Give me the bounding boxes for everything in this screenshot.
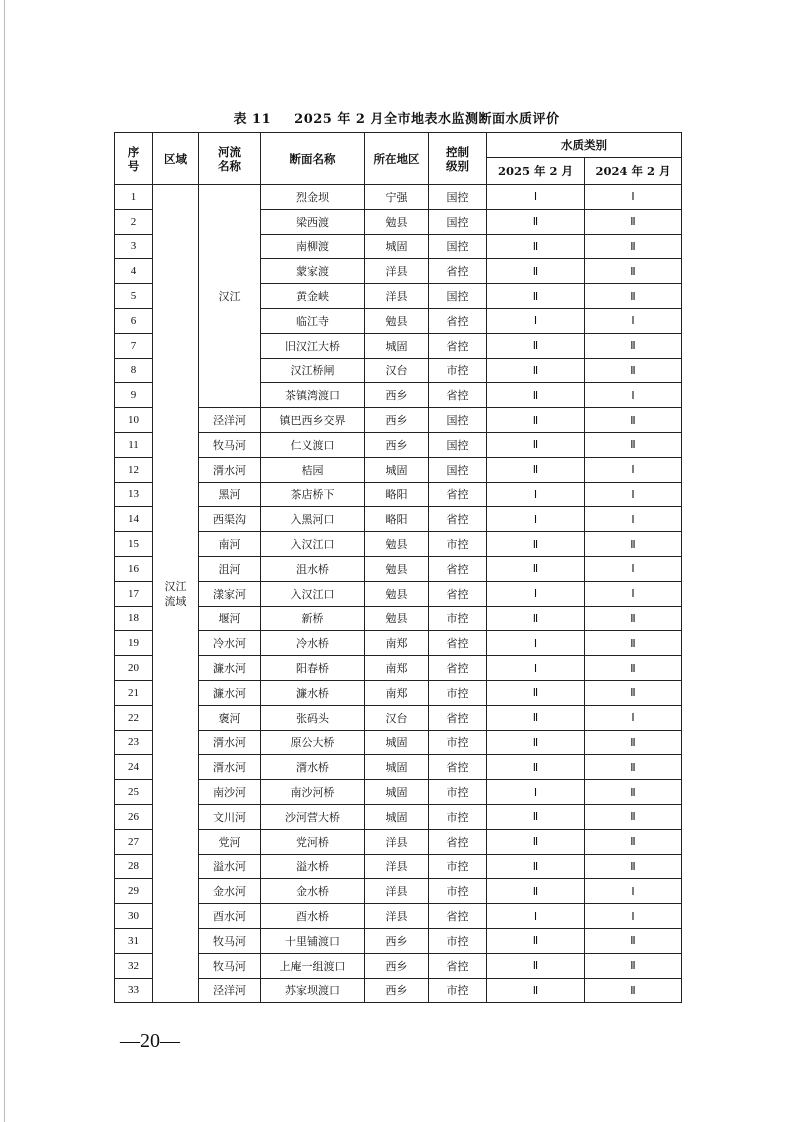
row-number: 8 xyxy=(115,358,153,383)
location: 西乡 xyxy=(365,432,429,457)
quality-2024: Ⅱ xyxy=(585,953,682,978)
location: 南郑 xyxy=(365,680,429,705)
quality-2024: Ⅱ xyxy=(585,358,682,383)
table-row xyxy=(115,532,682,557)
river-name: 湑水河 xyxy=(199,730,261,755)
row-number: 25 xyxy=(115,780,153,805)
row-number: 21 xyxy=(115,680,153,705)
control-level: 省控 xyxy=(429,631,487,656)
section-name: 黄金峡 xyxy=(261,284,365,309)
quality-2025: Ⅰ xyxy=(487,308,585,333)
table-row xyxy=(115,556,682,581)
location: 西乡 xyxy=(365,383,429,408)
table-row xyxy=(115,432,682,457)
row-number: 3 xyxy=(115,234,153,259)
quality-2024: Ⅱ xyxy=(585,333,682,358)
quality-2024: Ⅱ xyxy=(585,928,682,953)
control-level: 国控 xyxy=(429,234,487,259)
section-name: 镇巴西乡交界 xyxy=(261,408,365,433)
row-number: 22 xyxy=(115,705,153,730)
location: 西乡 xyxy=(365,978,429,1003)
table-row xyxy=(115,705,682,730)
river-name: 牧马河 xyxy=(199,928,261,953)
river-name: 濂水河 xyxy=(199,680,261,705)
header-river: 河流 名称 xyxy=(199,133,261,185)
location: 汉台 xyxy=(365,358,429,383)
control-level: 省控 xyxy=(429,556,487,581)
section-name: 张码头 xyxy=(261,705,365,730)
section-name: 茶镇湾渡口 xyxy=(261,383,365,408)
location: 略阳 xyxy=(365,482,429,507)
table-row xyxy=(115,507,682,532)
section-name: 蒙家渡 xyxy=(261,259,365,284)
quality-2025: Ⅱ xyxy=(487,730,585,755)
river-name: 漾家河 xyxy=(199,581,261,606)
row-number: 1 xyxy=(115,185,153,210)
section-name: 苏家坝渡口 xyxy=(261,978,365,1003)
row-number: 32 xyxy=(115,953,153,978)
section-name: 入黑河口 xyxy=(261,507,365,532)
table-row xyxy=(115,854,682,879)
row-number: 24 xyxy=(115,755,153,780)
header-region: 区域 xyxy=(153,133,199,185)
river-name: 褒河 xyxy=(199,705,261,730)
section-name: 汉江桥闸 xyxy=(261,358,365,383)
control-level: 省控 xyxy=(429,705,487,730)
quality-2025: Ⅱ xyxy=(487,854,585,879)
control-level: 市控 xyxy=(429,730,487,755)
quality-2024: Ⅰ xyxy=(585,581,682,606)
quality-2024: Ⅱ xyxy=(585,606,682,631)
river-name: 溢水河 xyxy=(199,854,261,879)
table-row xyxy=(115,928,682,953)
control-level: 省控 xyxy=(429,656,487,681)
table-body xyxy=(115,185,682,1003)
header-location: 所在地区 xyxy=(365,133,429,185)
quality-2024: Ⅱ xyxy=(585,532,682,557)
control-level: 市控 xyxy=(429,358,487,383)
quality-2025: Ⅰ xyxy=(487,185,585,210)
quality-2024: Ⅰ xyxy=(585,383,682,408)
river-name: 酉水河 xyxy=(199,904,261,929)
location: 城固 xyxy=(365,457,429,482)
quality-2024: Ⅰ xyxy=(585,879,682,904)
quality-2024: Ⅰ xyxy=(585,482,682,507)
row-number: 12 xyxy=(115,457,153,482)
location: 城固 xyxy=(365,234,429,259)
section-name: 入汉江口 xyxy=(261,532,365,557)
quality-2025: Ⅰ xyxy=(487,507,585,532)
table-row xyxy=(115,457,682,482)
river-name: 西渠沟 xyxy=(199,507,261,532)
river-name: 湑水河 xyxy=(199,755,261,780)
quality-2024: Ⅱ xyxy=(585,780,682,805)
section-name: 南柳渡 xyxy=(261,234,365,259)
control-level: 省控 xyxy=(429,507,487,532)
row-number: 6 xyxy=(115,308,153,333)
river-name: 南河 xyxy=(199,532,261,557)
header-quality: 水质类别 xyxy=(487,133,682,158)
header-year-2024: 2024 年 2 月 xyxy=(585,158,682,185)
quality-2024: Ⅱ xyxy=(585,730,682,755)
quality-2024: Ⅰ xyxy=(585,308,682,333)
quality-2025: Ⅱ xyxy=(487,928,585,953)
section-name: 阳春桥 xyxy=(261,656,365,681)
control-level: 省控 xyxy=(429,829,487,854)
quality-2025: Ⅰ xyxy=(487,656,585,681)
location: 勉县 xyxy=(365,556,429,581)
quality-2024: Ⅱ xyxy=(585,978,682,1003)
control-level: 市控 xyxy=(429,804,487,829)
river-name: 牧马河 xyxy=(199,432,261,457)
location: 汉台 xyxy=(365,705,429,730)
row-number: 13 xyxy=(115,482,153,507)
quality-2024: Ⅱ xyxy=(585,209,682,234)
quality-2024: Ⅱ xyxy=(585,680,682,705)
river-name: 文川河 xyxy=(199,804,261,829)
control-level: 国控 xyxy=(429,209,487,234)
location: 城固 xyxy=(365,804,429,829)
row-number: 5 xyxy=(115,284,153,309)
control-level: 市控 xyxy=(429,680,487,705)
location: 西乡 xyxy=(365,928,429,953)
row-number: 2 xyxy=(115,209,153,234)
control-level: 市控 xyxy=(429,928,487,953)
river-name: 冷水河 xyxy=(199,631,261,656)
quality-2025: Ⅱ xyxy=(487,879,585,904)
control-level: 省控 xyxy=(429,308,487,333)
control-level: 市控 xyxy=(429,780,487,805)
quality-2025: Ⅱ xyxy=(487,606,585,631)
quality-2025: Ⅱ xyxy=(487,408,585,433)
river-name: 牧马河 xyxy=(199,953,261,978)
row-number: 10 xyxy=(115,408,153,433)
quality-2024: Ⅱ xyxy=(585,755,682,780)
quality-2024: Ⅱ xyxy=(585,854,682,879)
quality-2024: Ⅰ xyxy=(585,457,682,482)
row-number: 14 xyxy=(115,507,153,532)
section-name: 茶店桥下 xyxy=(261,482,365,507)
table-row xyxy=(115,631,682,656)
table-row xyxy=(115,680,682,705)
quality-2025: Ⅰ xyxy=(487,904,585,929)
page-number: —20— xyxy=(120,1030,180,1052)
control-level: 省控 xyxy=(429,581,487,606)
location: 略阳 xyxy=(365,507,429,532)
section-name: 溢水桥 xyxy=(261,854,365,879)
row-number: 9 xyxy=(115,383,153,408)
row-number: 28 xyxy=(115,854,153,879)
location: 南郑 xyxy=(365,656,429,681)
location: 城固 xyxy=(365,730,429,755)
quality-2025: Ⅰ xyxy=(487,482,585,507)
quality-2025: Ⅱ xyxy=(487,829,585,854)
control-level: 省控 xyxy=(429,953,487,978)
control-level: 省控 xyxy=(429,904,487,929)
quality-2025: Ⅱ xyxy=(487,556,585,581)
table-row xyxy=(115,581,682,606)
quality-2025: Ⅰ xyxy=(487,780,585,805)
quality-2025: Ⅱ xyxy=(487,284,585,309)
control-level: 省控 xyxy=(429,383,487,408)
table-row xyxy=(115,829,682,854)
section-name: 濂水桥 xyxy=(261,680,365,705)
quality-2024: Ⅰ xyxy=(585,185,682,210)
table-row xyxy=(115,185,682,210)
control-level: 市控 xyxy=(429,854,487,879)
control-level: 国控 xyxy=(429,432,487,457)
quality-2025: Ⅱ xyxy=(487,532,585,557)
location: 勉县 xyxy=(365,308,429,333)
row-number: 30 xyxy=(115,904,153,929)
table-number: 表 11 xyxy=(233,112,272,127)
control-level: 市控 xyxy=(429,532,487,557)
quality-2024: Ⅰ xyxy=(585,507,682,532)
row-number: 18 xyxy=(115,606,153,631)
section-name: 酉水桥 xyxy=(261,904,365,929)
quality-2024: Ⅱ xyxy=(585,234,682,259)
row-number: 17 xyxy=(115,581,153,606)
location: 城固 xyxy=(365,780,429,805)
location: 勉县 xyxy=(365,581,429,606)
location: 勉县 xyxy=(365,532,429,557)
row-number: 31 xyxy=(115,928,153,953)
section-name: 金水桥 xyxy=(261,879,365,904)
table-row xyxy=(115,730,682,755)
basin-cell: 汉江 流域 xyxy=(153,185,199,1003)
section-name: 仁义渡口 xyxy=(261,432,365,457)
quality-2025: Ⅰ xyxy=(487,631,585,656)
control-level: 市控 xyxy=(429,879,487,904)
river-name-hanjiang: 汉江 xyxy=(199,185,261,408)
control-level: 省控 xyxy=(429,259,487,284)
quality-2025: Ⅱ xyxy=(487,457,585,482)
table-title: 2025 年 2 月全市地表水监测断面水质评价 xyxy=(294,112,560,127)
row-number: 27 xyxy=(115,829,153,854)
location: 城固 xyxy=(365,333,429,358)
control-level: 国控 xyxy=(429,457,487,482)
location: 城固 xyxy=(365,755,429,780)
section-name: 原公大桥 xyxy=(261,730,365,755)
section-name: 上庵一组渡口 xyxy=(261,953,365,978)
row-number: 16 xyxy=(115,556,153,581)
quality-2024: Ⅱ xyxy=(585,631,682,656)
control-level: 国控 xyxy=(429,185,487,210)
quality-2025: Ⅱ xyxy=(487,333,585,358)
river-name: 金水河 xyxy=(199,879,261,904)
table-row xyxy=(115,606,682,631)
location: 西乡 xyxy=(365,953,429,978)
table-row xyxy=(115,978,682,1003)
table-row xyxy=(115,879,682,904)
row-number: 7 xyxy=(115,333,153,358)
table-row xyxy=(115,482,682,507)
control-level: 省控 xyxy=(429,482,487,507)
location: 洋县 xyxy=(365,284,429,309)
quality-2024: Ⅱ xyxy=(585,656,682,681)
quality-2025: Ⅱ xyxy=(487,705,585,730)
quality-2024: Ⅱ xyxy=(585,829,682,854)
table-row xyxy=(115,780,682,805)
river-name: 堰河 xyxy=(199,606,261,631)
table-row xyxy=(115,953,682,978)
header-seq: 序 号 xyxy=(115,133,153,185)
control-level: 国控 xyxy=(429,408,487,433)
table-row xyxy=(115,904,682,929)
section-name: 临江寺 xyxy=(261,308,365,333)
quality-2025: Ⅱ xyxy=(487,358,585,383)
river-name: 泾洋河 xyxy=(199,408,261,433)
row-number: 15 xyxy=(115,532,153,557)
section-name: 湑水桥 xyxy=(261,755,365,780)
quality-2025: Ⅱ xyxy=(487,953,585,978)
section-name: 梁西渡 xyxy=(261,209,365,234)
row-number: 23 xyxy=(115,730,153,755)
river-name: 沮河 xyxy=(199,556,261,581)
quality-2024: Ⅱ xyxy=(585,284,682,309)
river-name: 泾洋河 xyxy=(199,978,261,1003)
location: 洋县 xyxy=(365,829,429,854)
water-quality-table xyxy=(114,132,682,1003)
table-row xyxy=(115,408,682,433)
quality-2024: Ⅰ xyxy=(585,705,682,730)
quality-2025: Ⅱ xyxy=(487,383,585,408)
row-number: 19 xyxy=(115,631,153,656)
quality-2024: Ⅱ xyxy=(585,259,682,284)
quality-2025: Ⅱ xyxy=(487,432,585,457)
quality-2024: Ⅱ xyxy=(585,804,682,829)
river-name: 南沙河 xyxy=(199,780,261,805)
quality-2025: Ⅱ xyxy=(487,209,585,234)
quality-2025: Ⅱ xyxy=(487,259,585,284)
quality-2025: Ⅱ xyxy=(487,755,585,780)
quality-2025: Ⅱ xyxy=(487,234,585,259)
location: 洋县 xyxy=(365,259,429,284)
location: 勉县 xyxy=(365,209,429,234)
quality-2025: Ⅰ xyxy=(487,581,585,606)
control-level: 国控 xyxy=(429,284,487,309)
river-name: 黑河 xyxy=(199,482,261,507)
location: 勉县 xyxy=(365,606,429,631)
quality-2024: Ⅰ xyxy=(585,904,682,929)
control-level: 市控 xyxy=(429,606,487,631)
river-name: 党河 xyxy=(199,829,261,854)
location: 宁强 xyxy=(365,185,429,210)
location: 洋县 xyxy=(365,879,429,904)
location: 西乡 xyxy=(365,408,429,433)
quality-2024: Ⅱ xyxy=(585,408,682,433)
section-name: 十里铺渡口 xyxy=(261,928,365,953)
table-row xyxy=(115,755,682,780)
section-name: 烈金坝 xyxy=(261,185,365,210)
control-level: 市控 xyxy=(429,978,487,1003)
quality-2024: Ⅱ xyxy=(585,432,682,457)
section-name: 南沙河桥 xyxy=(261,780,365,805)
row-number: 33 xyxy=(115,978,153,1003)
table-row xyxy=(115,804,682,829)
location: 洋县 xyxy=(365,904,429,929)
header-section: 断面名称 xyxy=(261,133,365,185)
row-number: 29 xyxy=(115,879,153,904)
row-number: 11 xyxy=(115,432,153,457)
section-name: 冷水桥 xyxy=(261,631,365,656)
river-name: 湑水河 xyxy=(199,457,261,482)
row-number: 4 xyxy=(115,259,153,284)
quality-2025: Ⅱ xyxy=(487,804,585,829)
control-level: 省控 xyxy=(429,755,487,780)
quality-2025: Ⅱ xyxy=(487,680,585,705)
section-name: 沙河营大桥 xyxy=(261,804,365,829)
table-caption xyxy=(0,108,793,127)
page-edge-line xyxy=(4,0,5,1122)
river-name: 濂水河 xyxy=(199,656,261,681)
section-name: 沮水桥 xyxy=(261,556,365,581)
section-name: 新桥 xyxy=(261,606,365,631)
section-name: 入汉江口 xyxy=(261,581,365,606)
row-number: 26 xyxy=(115,804,153,829)
section-name: 旧汉江大桥 xyxy=(261,333,365,358)
row-number: 20 xyxy=(115,656,153,681)
section-name: 桔园 xyxy=(261,457,365,482)
header-control: 控制 级别 xyxy=(429,133,487,185)
section-name: 党河桥 xyxy=(261,829,365,854)
table-row xyxy=(115,656,682,681)
location: 南郑 xyxy=(365,631,429,656)
quality-2024: Ⅰ xyxy=(585,556,682,581)
control-level: 省控 xyxy=(429,333,487,358)
location: 洋县 xyxy=(365,854,429,879)
quality-2025: Ⅱ xyxy=(487,978,585,1003)
header-year-2025: 2025 年 2 月 xyxy=(487,158,585,185)
